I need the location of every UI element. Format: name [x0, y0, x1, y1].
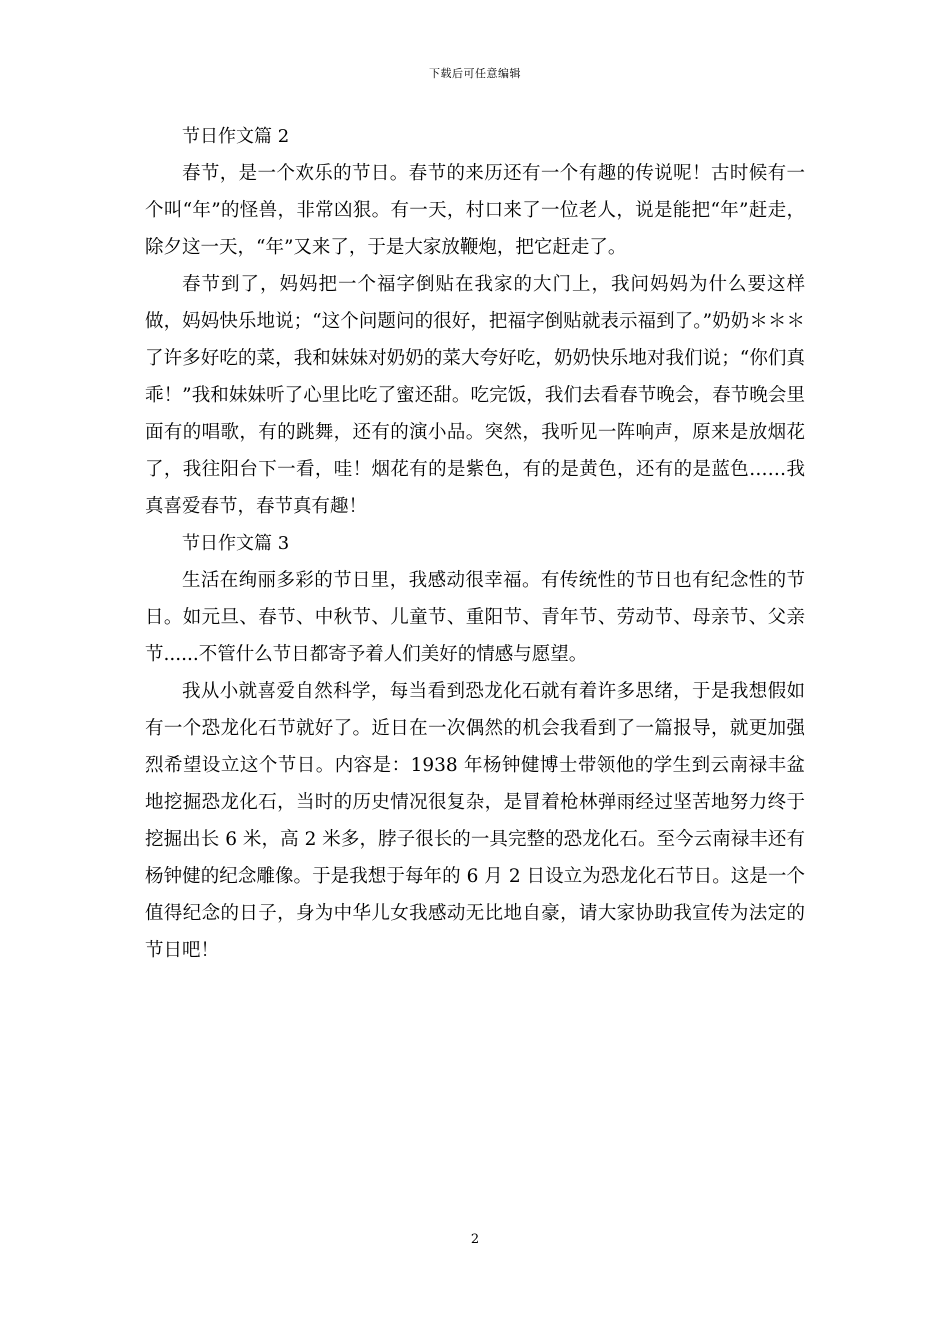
paragraph: 生活在绚丽多彩的节日里，我感动很幸福。有传统性的节日也有纪念性的节日。如元旦、春节、中秋节、儿童节、重阳节、青年节、劳动节、母亲节、父亲节......不管什么节日都寄予着人们美好的情感与愿望。	[145, 570, 805, 665]
paragraph: 春节到了，妈妈把一个福字倒贴在我家的大门上，我问妈妈为什么要这样做，妈妈快乐地说；“这个问题问的很好，把福字倒贴就表示福到了。”奶奶＊＊＊了许多好吃的菜，我和妹妹对奶奶的菜大夸好吃，奶奶快乐地对我们说；“你们真乖！”我和妹妹听了心里比吃了蜜还甜。吃完饭，我们去看春节晚会，春节晚会里面有的唱歌，有的跳舞，还有的演小品。突然，我听见一阵响声，原来是放烟花了，我往阳台下一看，哇！烟花有的是紫色，有的是黄色，还有的是蓝色……我真喜爱春节，春节真有趣！	[145, 274, 805, 517]
paragraph: 我从小就喜爱自然科学，每当看到恐龙化石就有着许多思绪，于是我想假如有一个恐龙化石节就好了。近日在一次偶然的机会我看到了一篇报导，就更加强烈希望设立这个节日。内容是：1938 年杨钟健博士带领他的学生到云南禄丰盆地挖掘恐龙化石，当时的历史情况很复杂，是冒着枪林弹雨经过坚苦地努力终于挖掘出长 6 米，高 2 米多，脖子很长的一具完整的恐龙化石。至今云南禄丰还有杨钟健的纪念雕像。于是我想于每年的 6 月 2 日设立为恐龙化石节日。这是一个值得纪念的日子，身为中华儿女我感动无比地自豪，请大家协助我宣传为法定的节日吧！	[145, 681, 805, 961]
page-number: 2	[470, 1232, 480, 1247]
paragraph: 春节，是一个欢乐的节日。春节的来历还有一个有趣的传说呢！古时候有一个叫“年”的怪兽，非常凶狠。有一天，村口来了一位老人，说是能把“年”赶走，除夕这一天，“年”又来了，于是大家放鞭炮，把它赶走了。	[145, 163, 805, 258]
page-header: 下载后可任意编辑	[429, 67, 521, 80]
section-heading-2: 节日作文篇 2	[182, 126, 290, 147]
section-heading-3: 节日作文篇 3	[182, 533, 290, 554]
document-body	[145, 118, 805, 969]
